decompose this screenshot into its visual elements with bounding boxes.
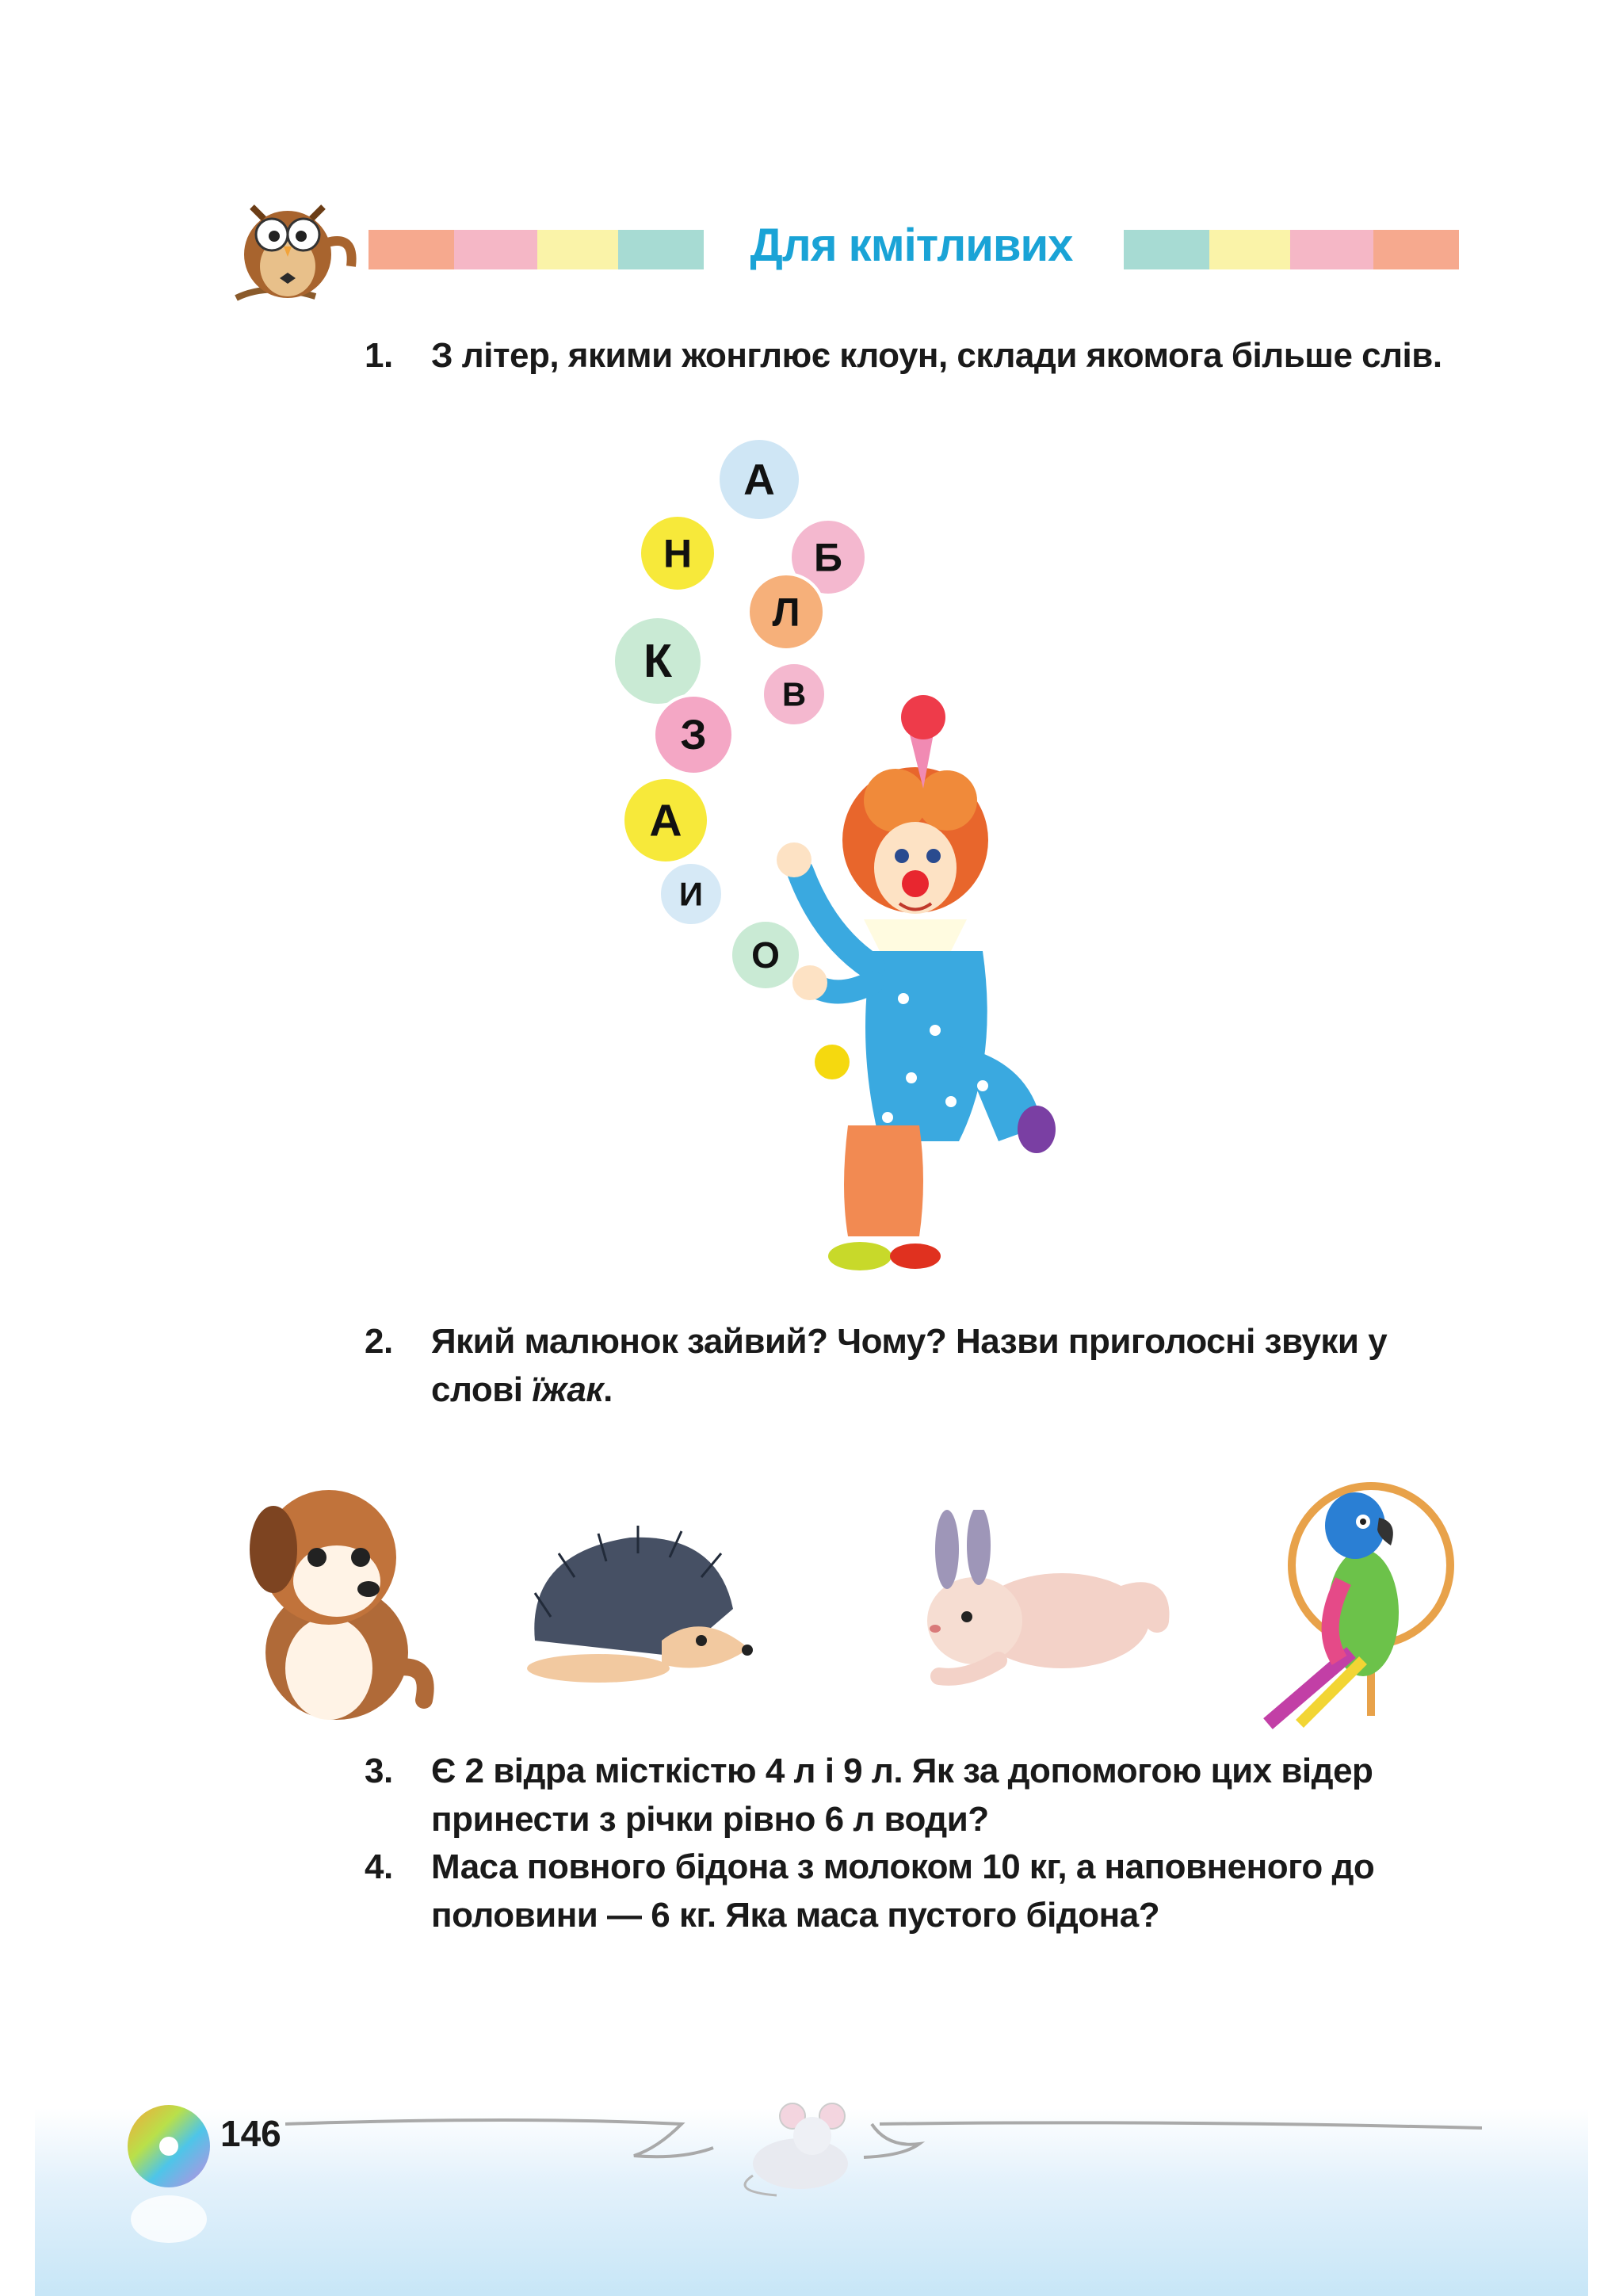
task-text: Є 2 відра місткістю 4 л і 9 л. Як за допомогою цих відер принести з річки рівно 6 л води? bbox=[431, 1752, 1373, 1839]
ball-letter: Б bbox=[814, 535, 842, 580]
stripe bbox=[1290, 230, 1373, 269]
juggling-ball bbox=[718, 438, 800, 521]
task-2 bbox=[365, 1317, 1474, 1414]
juggling-ball bbox=[659, 862, 723, 926]
ball-letter: Л bbox=[772, 590, 800, 635]
footer-line-mouse bbox=[285, 2100, 1482, 2203]
ball-letter: А bbox=[743, 454, 775, 504]
juggling-ball bbox=[731, 920, 800, 990]
owl-icon bbox=[220, 187, 363, 306]
stripe bbox=[369, 230, 454, 269]
cd-disc-icon bbox=[123, 2100, 218, 2259]
task-4 bbox=[365, 1843, 1474, 1939]
stripe bbox=[1373, 230, 1459, 269]
juggling-ball bbox=[762, 663, 826, 726]
task-text bbox=[431, 1317, 1474, 1414]
task-text-main: Який малюнок зайвий? Чому? Назви приголосні звуки у слові bbox=[431, 1322, 1388, 1409]
task-1 bbox=[365, 331, 1474, 380]
section-title: Для кмітливих bbox=[750, 220, 1073, 271]
page-number: 146 bbox=[220, 2113, 281, 2154]
puppy-illustration bbox=[234, 1470, 440, 1732]
juggling-ball bbox=[654, 695, 733, 774]
stripe bbox=[1209, 230, 1290, 269]
ball-letter: О bbox=[751, 934, 780, 976]
stripe bbox=[618, 230, 704, 269]
clown-icon bbox=[777, 695, 1056, 1270]
task-text: Маса повного бідона з молоком 10 кг, а наповненого до половини — 6 кг. Яка маса пустого бідона? bbox=[431, 1847, 1375, 1935]
header-stripes-left bbox=[369, 230, 704, 269]
task-text-end: . bbox=[603, 1370, 613, 1409]
stripe bbox=[537, 230, 618, 269]
ball-letter: Н bbox=[663, 531, 693, 576]
task-number: 3. bbox=[365, 1752, 393, 1790]
header-stripes-right bbox=[1124, 230, 1459, 269]
stripe bbox=[1124, 230, 1209, 269]
task-text: З літер, якими жонглює клоун, склади якомога більше слів. bbox=[431, 336, 1442, 375]
task-3 bbox=[365, 1747, 1474, 1843]
juggling-ball bbox=[640, 515, 716, 591]
juggling-ball bbox=[623, 777, 708, 863]
ball-letter: И bbox=[678, 875, 704, 913]
rabbit-illustration bbox=[903, 1510, 1173, 1700]
hedgehog-illustration bbox=[519, 1522, 757, 1696]
juggling-ball bbox=[613, 617, 702, 705]
stripe bbox=[454, 230, 537, 269]
mouse-icon bbox=[745, 2103, 848, 2195]
italic-word: їжак bbox=[532, 1370, 604, 1409]
ball-letter: В bbox=[781, 675, 807, 713]
juggling-ball bbox=[748, 574, 824, 650]
ball-letter: А bbox=[649, 795, 682, 846]
juggling-clown-illustration bbox=[586, 428, 1078, 1300]
ball-letter: З bbox=[680, 712, 707, 758]
parrot-illustration bbox=[1236, 1470, 1466, 1732]
task-number: 4. bbox=[365, 1847, 393, 1886]
task-number: 1. bbox=[365, 336, 393, 375]
task-number: 2. bbox=[365, 1322, 393, 1361]
ball-letter: К bbox=[643, 635, 673, 688]
